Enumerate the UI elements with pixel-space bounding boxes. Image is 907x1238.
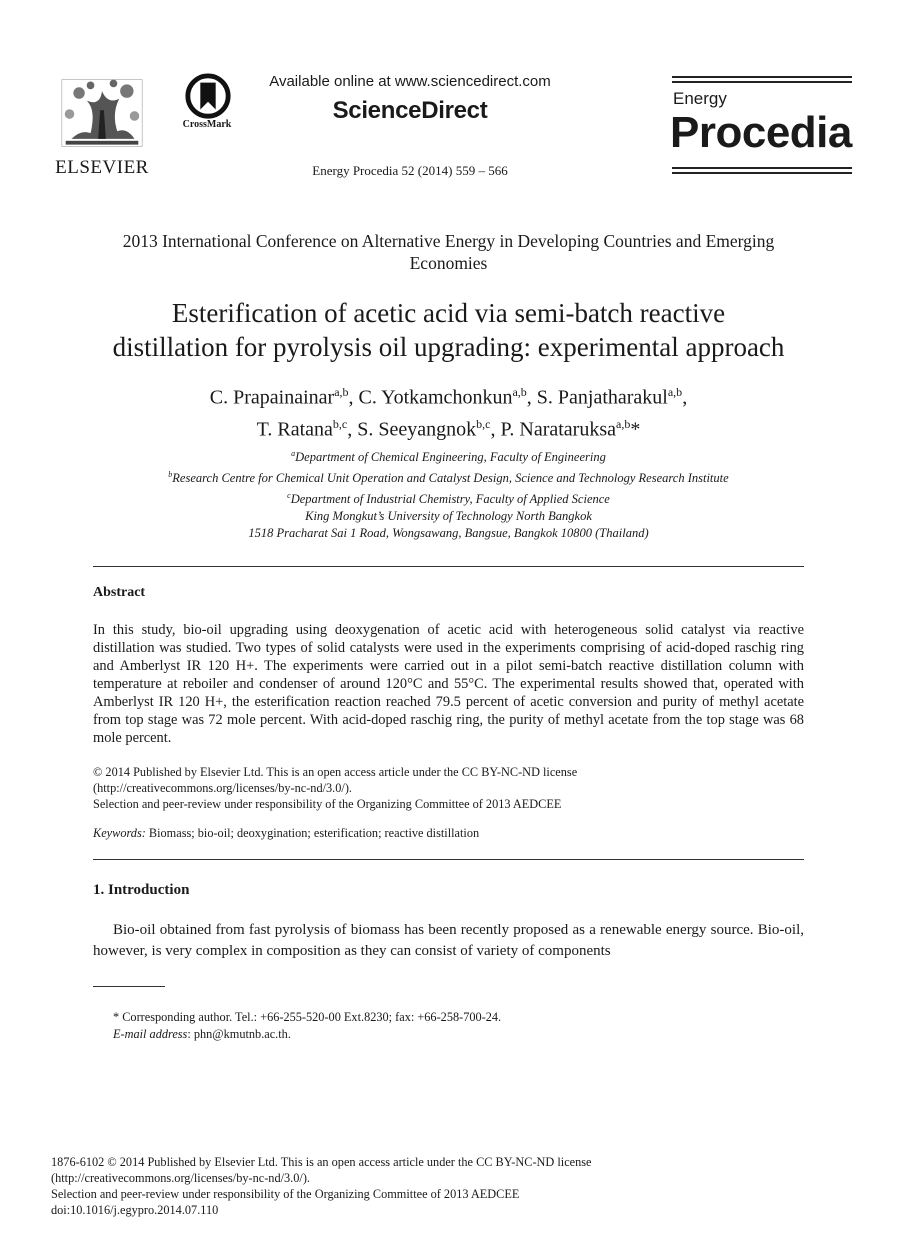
journal-logo-line bbox=[672, 167, 852, 169]
license-link[interactable]: http://creativecommons.org/licenses/by-nc-nd/3.0/ bbox=[97, 781, 345, 795]
footnote-rule bbox=[93, 986, 165, 987]
elsevier-tree-logo bbox=[50, 72, 154, 158]
affiliation-text: Department of Industrial Chemistry, Faculty of Applied Science bbox=[290, 492, 610, 507]
corresponding-marker: * bbox=[630, 418, 641, 441]
author-separator: , bbox=[347, 418, 358, 441]
affiliation-text: Department of Chemical Engineering, Faculty of Engineering bbox=[295, 450, 606, 465]
license-line: © 2014 Published by Elsevier Ltd. This is an open access article under the CC BY-NC-ND license bbox=[93, 765, 578, 779]
bottom-url-line bbox=[51, 1170, 811, 1186]
author-separator: , bbox=[490, 418, 501, 441]
affiliation-sup: c bbox=[287, 491, 291, 501]
journal-logo-line bbox=[672, 81, 852, 83]
journal-logo-line bbox=[672, 76, 852, 78]
title-line: distillation for pyrolysis oil upgrading: experimental approach bbox=[112, 332, 785, 362]
keywords-label: Keywords: bbox=[93, 826, 146, 840]
journal-logo-procedia: Procedia bbox=[670, 108, 852, 157]
affiliation-text: 1518 Pracharat Sai 1 Road, Wongsawang, Bangsue, Bangkok 10800 (Thailand) bbox=[248, 526, 649, 541]
author-affil-sup: a,b bbox=[334, 385, 349, 399]
publisher-name: ELSEVIER bbox=[55, 157, 149, 178]
journal-reference: Energy Procedia 52 (2014) 559 – 566 bbox=[312, 163, 508, 178]
paren: ( bbox=[51, 1171, 56, 1185]
author-affil-sup: a,b bbox=[616, 416, 631, 431]
paren: ). bbox=[302, 1171, 310, 1185]
journal-logo-line bbox=[672, 172, 852, 174]
peer-review-line: Selection and peer-review under responsibility of the Organizing Committee of 2013 AEDCEE bbox=[51, 1187, 520, 1201]
bottom-license-link[interactable]: http://creativecommons.org/licenses/by-nc-nd/3.0/ bbox=[55, 1171, 303, 1185]
crossmark-icon[interactable] bbox=[180, 73, 236, 121]
author-affil-sup: b,c bbox=[332, 416, 348, 431]
author-separator: , bbox=[526, 386, 537, 409]
crossmark-label: CrossMark bbox=[182, 119, 232, 130]
available-online-text: Available online at www.sciencedirect.com bbox=[269, 73, 551, 90]
conference-name: 2013 International Conference on Alternative Energy in Developing Countries and Emerging Economies bbox=[122, 231, 775, 273]
affiliation-sup: a bbox=[291, 449, 296, 458]
title-line: Esterification of acetic acid via semi-batch reactive bbox=[171, 298, 726, 328]
license-block bbox=[93, 764, 804, 812]
abstract-bottom-rule bbox=[93, 859, 804, 860]
journal-logo-energy: Energy bbox=[673, 89, 727, 108]
author-line bbox=[80, 379, 817, 411]
paper-title bbox=[60, 296, 837, 364]
affiliation-item bbox=[80, 445, 817, 466]
author-affil-sup: a,b bbox=[667, 385, 683, 399]
affiliation-item bbox=[80, 525, 817, 542]
paren: ). bbox=[344, 781, 352, 795]
author-name: P. Narataruksa bbox=[500, 418, 616, 441]
keywords bbox=[93, 826, 804, 841]
corresponding-author: * Corresponding author. Tel.: +66-255-520-00 Ext.8230; fax: +66-258-700-24. bbox=[113, 1010, 502, 1024]
keywords-text: Biomass; bio-oil; deoxygination; esterification; reactive distillation bbox=[145, 826, 480, 840]
affiliation-list bbox=[80, 445, 817, 542]
intro-text: Bio-oil obtained from fast pyrolysis of biomass has been recently proposed as a renewable energy source. Bio-oil, however, is very complex in composition as they can consist of variety of components bbox=[93, 922, 804, 959]
abstract-top-rule bbox=[93, 566, 804, 567]
affiliation-item bbox=[80, 508, 817, 525]
author-separator: , bbox=[348, 386, 359, 409]
intro-paragraph bbox=[93, 920, 804, 962]
author-affil-sup: a,b bbox=[512, 385, 527, 399]
email-address[interactable]: : phn@kmutnb.ac.th. bbox=[187, 1027, 291, 1041]
doi[interactable]: doi:10.1016/j.egypro.2014.07.110 bbox=[51, 1203, 219, 1217]
footnote bbox=[113, 1009, 803, 1043]
affiliation-text: Research Centre for Chemical Unit Operation and Catalyst Design, Science and Technology Research Institute bbox=[172, 471, 729, 486]
affiliation-text: King Mongkut’s University of Technology North Bangkok bbox=[305, 509, 592, 524]
bottom-license-block bbox=[51, 1154, 811, 1218]
paren: ( bbox=[93, 781, 98, 795]
affiliation-item bbox=[80, 487, 817, 508]
license-url-line bbox=[93, 780, 804, 796]
abstract-heading: Abstract bbox=[93, 585, 146, 600]
email-line bbox=[113, 1026, 803, 1043]
author-name: T. Ratana bbox=[256, 418, 333, 441]
license-line: Selection and peer-review under responsibility of the Organizing Committee of 2013 AEDCEE bbox=[93, 797, 562, 811]
abstract-text: In this study, bio-oil upgrading using deoxygenation of acetic acid with heterogeneous solid catalyst via reactive distillation was studied. Two types of solid catalysts were used in the experiments comprising of acid-doped raschig ring and Amberlyst IR 120 H+. The experiments were carried out in a pilot semi-batch reactive distillation column with temperature at reboiler and condenser of around 120°C and 55°C. The experimental results showed that, operated with Amberlyst IR 120 H+, the esterification reaction reached 79.5 percent of acetic conversion and purity of methyl acetate from top stage was 72 mole percent. With acid-doped raschig ring, the purity of methyl acetate from the top stage was 68 mole percent. bbox=[93, 622, 804, 746]
author-name: S. Seeyangnok bbox=[357, 418, 477, 441]
section-heading: 1. Introduction bbox=[93, 882, 190, 898]
author-name: C. Prapainainar bbox=[209, 386, 335, 409]
sciencedirect-logo-text: ScienceDirect bbox=[332, 97, 488, 124]
issn-license-line: 1876-6102 © 2014 Published by Elsevier Ltd. This is an open access article under the CC BY-NC-ND license bbox=[51, 1155, 592, 1169]
author-line bbox=[80, 411, 817, 443]
author-separator: , bbox=[682, 386, 688, 409]
email-label: E-mail address bbox=[113, 1027, 188, 1041]
author-list bbox=[80, 379, 817, 442]
author-name: C. Yotkamchonkun bbox=[358, 386, 513, 409]
affiliation-sup: b bbox=[168, 470, 173, 480]
author-name: S. Panjatharakul bbox=[536, 386, 668, 409]
affiliation-item bbox=[80, 466, 817, 487]
author-affil-sup: b,c bbox=[476, 416, 491, 431]
